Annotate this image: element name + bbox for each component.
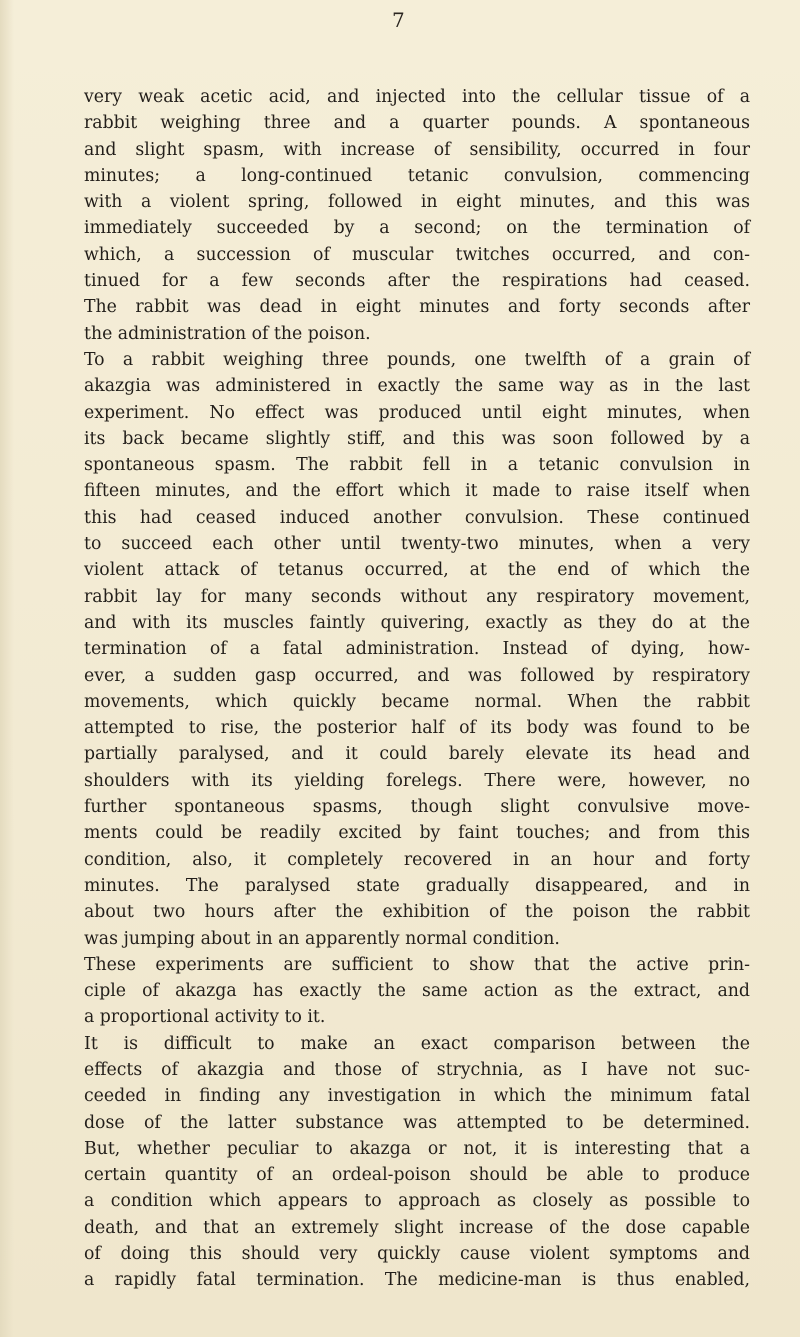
text-line: which, a succession of muscular twitches occurred, and con- bbox=[84, 244, 750, 265]
text-line: rabbit lay for many seconds without any respiratory movement, bbox=[84, 586, 750, 607]
text-line: ciple of akazga has exactly the same action as the extract, and bbox=[84, 981, 750, 1002]
text-line: ceeded in finding any investigation in which the minimum fatal bbox=[84, 1086, 750, 1107]
text-line: about two hours after the exhibition of the poison the rabbit bbox=[84, 902, 750, 923]
text-line: ments could be readily excited by faint touches; and from this bbox=[84, 823, 750, 844]
text-line: ever, a sudden gasp occurred, and was followed by respiratory bbox=[84, 665, 750, 686]
text-line: experiment. No effect was produced until eight minutes, when bbox=[84, 402, 750, 423]
scan-edge-shadow bbox=[0, 0, 14, 1337]
text-line: effects of akazgia and those of strychnia, as I have not suc- bbox=[84, 1059, 750, 1080]
text-line: To a rabbit weighing three pounds, one twelfth of a grain of bbox=[84, 349, 750, 370]
text-line: termination of a fatal administration. Instead of dying, how- bbox=[84, 639, 750, 660]
text-line: its back became slightly stiff, and this was soon followed by a bbox=[84, 428, 750, 449]
text-line: tinued for a few seconds after the respirations had ceased. bbox=[84, 271, 750, 292]
text-line: this had ceased induced another convulsion. These continued bbox=[84, 507, 750, 528]
text-line: death, and that an extremely slight increase of the dose capable bbox=[84, 1217, 750, 1238]
page-number: 7 bbox=[392, 8, 405, 32]
text-line: spontaneous spasm. The rabbit fell in a tetanic convulsion in bbox=[84, 455, 750, 476]
text-line: attempted to rise, the posterior half of its body was found to be bbox=[84, 718, 750, 739]
text-line: the administration of the poison. bbox=[84, 323, 371, 344]
text-line: These experiments are sufficient to show that the active prin- bbox=[84, 954, 750, 975]
text-line: further spontaneous spasms, though slight convulsive move- bbox=[84, 797, 750, 818]
text-line: It is difficult to make an exact comparison between the bbox=[84, 1033, 750, 1054]
text-line: condition, also, it completely recovered in an hour and forty bbox=[84, 849, 750, 870]
text-line: was jumping about in an apparently normal condition. bbox=[84, 928, 560, 949]
text-line: partially paralysed, and it could barely elevate its head and bbox=[84, 744, 750, 765]
text-line: The rabbit was dead in eight minutes and forty seconds after bbox=[84, 297, 750, 318]
text-line: to succeed each other until twenty-two minutes, when a very bbox=[84, 534, 750, 555]
text-line: minutes. The paralysed state gradually disappeared, and in bbox=[84, 875, 750, 896]
text-line: a proportional activity to it. bbox=[84, 1007, 326, 1028]
text-line: dose of the latter substance was attempted to be determined. bbox=[84, 1112, 750, 1133]
text-line: and slight spasm, with increase of sensibility, occurred in four bbox=[84, 139, 750, 160]
text-line: and with its muscles faintly quivering, exactly as they do at the bbox=[84, 612, 750, 633]
text-line: rabbit weighing three and a quarter pounds. A spontaneous bbox=[84, 113, 750, 134]
text-line: very weak acetic acid, and injected into the cellular tissue of a bbox=[84, 87, 750, 107]
text-line: certain quantity of an ordeal-poison should be able to produce bbox=[84, 1165, 750, 1186]
text-line: of doing this should very quickly cause violent symptoms and bbox=[84, 1244, 750, 1265]
body-text bbox=[84, 84, 750, 1294]
text-line: shoulders with its yielding forelegs. There were, however, no bbox=[84, 770, 750, 791]
text-line: with a violent spring, followed in eight minutes, and this was bbox=[84, 192, 750, 213]
text-line: minutes; a long-continued tetanic convulsion, commencing bbox=[84, 165, 750, 186]
text-line: violent attack of tetanus occurred, at the end of which the bbox=[84, 560, 750, 581]
text-line: a condition which appears to approach as closely as possible to bbox=[84, 1191, 750, 1212]
text-line: a rapidly fatal termination. The medicine-man is thus enabled, bbox=[84, 1270, 750, 1291]
text-line: akazgia was administered in exactly the same way as in the last bbox=[84, 376, 750, 397]
text-line: movements, which quickly became normal. When the rabbit bbox=[84, 691, 750, 712]
text-line: immediately succeeded by a second; on the termination of bbox=[84, 218, 750, 239]
text-line: But, whether peculiar to akazga or not, it is interesting that a bbox=[84, 1138, 750, 1159]
text-line: fifteen minutes, and the effort which it made to raise itself when bbox=[84, 481, 750, 502]
